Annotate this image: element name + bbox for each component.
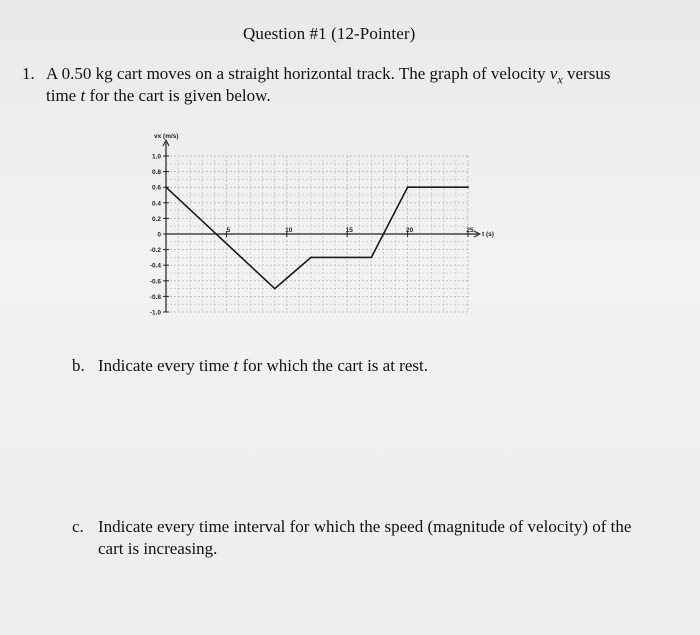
y-tick-label: -0.4 [149,262,161,270]
y-axis-label: vx (m/s) [154,133,179,140]
y-tick-label: 1.0 [151,153,161,161]
question-text-part: versus [562,64,611,83]
part-b-text: Indicate every time [98,356,234,375]
velocity-time-graph [130,128,510,328]
velocity-data-point [274,288,276,290]
part-b-time-symbol: t [233,356,239,375]
question-number: 1. [22,64,35,83]
velocity-data-point [310,257,312,259]
question-text-line-1 [46,64,610,87]
question-text-line-2 [46,86,271,106]
y-tick-label: 0.8 [151,169,161,177]
part-b [72,356,428,376]
x-axis-label: t (s) [482,231,494,238]
y-tick-label: 0.4 [151,200,161,208]
velocity-data-point [467,186,469,188]
y-tick-label: -1.0 [149,309,161,317]
x-tick-label: 25 [466,227,474,234]
y-tick-label: 0.6 [151,184,161,192]
time-symbol: t [80,86,86,105]
question-text-part: for the cart is given below. [85,86,271,105]
part-c-text-line-2: cart is increasing. [98,539,218,558]
y-tick-label: -0.8 [149,293,161,301]
x-tick-label: 20 [405,227,414,234]
velocity-symbol: v [549,64,558,83]
x-tick-label: 15 [345,227,353,234]
x-tick-label: 10 [285,227,293,234]
y-tick-label: -0.6 [149,278,161,286]
velocity-subscript: x [557,72,563,87]
part-c [72,517,632,558]
question-text-part: A 0.50 kg cart moves on a straight horizontal track. The graph of velocity [46,64,550,83]
y-tick-label: 0.2 [151,215,161,223]
part-b-label: b. [72,356,85,375]
x-tick-label: 5 [226,227,231,234]
velocity-data-point [407,186,409,188]
part-c-label: c. [72,517,84,536]
question-text-part: time [46,86,81,105]
page-title: Question #1 (12-Pointer) [243,24,416,43]
y-tick-label: -0.2 [149,247,161,255]
velocity-data-point [165,186,167,188]
velocity-data-point [370,257,372,259]
part-c-text-line-1: Indicate every time interval for which the speed (magnitude of velocity) of the [98,517,632,536]
y-tick-label: 0 [157,231,161,239]
part-b-text-end: for which the cart is at rest. [238,356,428,375]
